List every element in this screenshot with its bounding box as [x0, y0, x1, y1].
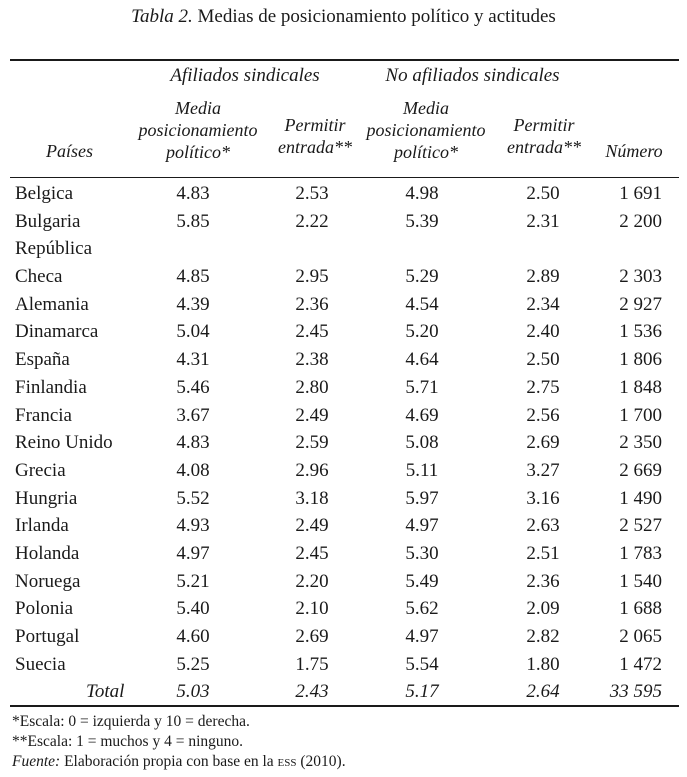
table-row [0, 623, 687, 651]
cell-media-afiliados: 5.85 [176, 210, 210, 232]
column-header-permitir-afiliados [265, 114, 365, 158]
table-row [0, 318, 687, 346]
table-row [0, 512, 687, 540]
cell-numero: 1 472 [619, 653, 662, 675]
cell-permitir-no-afiliados: 3.16 [526, 487, 560, 509]
total-permitir-no-afiliados: 2.64 [526, 681, 560, 702]
cell-permitir-afiliados: 2.59 [295, 432, 329, 454]
cell-media-afiliados: 5.25 [176, 653, 210, 675]
fuente-year: (2010). [296, 753, 346, 770]
cell-permitir-afiliados: 2.53 [295, 183, 329, 204]
cell-media-no-afiliados: 4.54 [405, 293, 439, 315]
table-row [0, 374, 687, 402]
cell-permitir-no-afiliados: 2.09 [526, 598, 560, 620]
cell-media-afiliados: 4.60 [176, 626, 210, 647]
cell-permitir-no-afiliados: 2.69 [526, 432, 560, 454]
fuente-source: ess [277, 753, 297, 770]
group-header-afiliados: Afiliados sindicales [170, 65, 320, 86]
cell-permitir-afiliados: 2.36 [295, 293, 329, 315]
column-header-line: posicionamiento [366, 120, 486, 140]
table-row [0, 429, 687, 457]
cell-country: Alemania [15, 293, 89, 315]
cell-numero: 1 848 [619, 376, 662, 398]
total-media-no-afiliados: 5.17 [405, 681, 439, 702]
table-title [0, 5, 687, 29]
table-row [0, 208, 687, 236]
cell-media-afiliados: 3.67 [176, 404, 210, 426]
table-notes [12, 712, 346, 772]
group-header-no-afiliados: No afiliados sindicales [385, 65, 560, 86]
cell-country: Irlanda [15, 515, 69, 537]
cell-country: Holanda [15, 542, 80, 564]
cell-permitir-afiliados: 2.95 [295, 266, 329, 288]
cell-permitir-afiliados: 1.75 [295, 653, 329, 675]
cell-media-no-afiliados: 4.69 [405, 404, 439, 426]
cell-permitir-afiliados: 2.80 [295, 376, 329, 398]
table-row [0, 291, 687, 319]
total-permitir-afiliados: 2.43 [295, 681, 329, 702]
cell-numero: 2 303 [619, 266, 662, 288]
total-media-afiliados: 5.03 [176, 681, 210, 702]
note-escala-2: **Escala: 1 = muchos y 4 = ninguno. [12, 733, 244, 750]
cell-permitir-no-afiliados: 2.31 [526, 210, 560, 232]
table-title-label: Tabla 2. [131, 6, 193, 27]
cell-permitir-no-afiliados: 2.56 [526, 404, 560, 426]
cell-media-no-afiliados: 5.97 [405, 487, 439, 509]
cell-media-no-afiliados: 5.39 [405, 210, 439, 232]
cell-country: Francia [15, 404, 72, 426]
column-header-line: Media [175, 98, 221, 118]
cell-media-afiliados: 5.52 [176, 487, 210, 509]
cell-media-no-afiliados: 5.20 [405, 321, 439, 343]
table-row [0, 651, 687, 679]
cell-country: Portugal [15, 626, 80, 647]
cell-numero: 2 927 [619, 293, 662, 315]
table-row [0, 402, 687, 430]
column-header-line: entrada** [278, 137, 352, 157]
cell-country: República [15, 238, 93, 260]
table-row [0, 180, 687, 208]
cell-permitir-no-afiliados: 2.89 [526, 266, 560, 288]
cell-country: Polonia [15, 598, 74, 620]
cell-media-no-afiliados: 5.54 [405, 653, 439, 675]
column-header-paises: Países [46, 141, 93, 161]
cell-permitir-afiliados: 3.18 [295, 487, 329, 509]
cell-numero: 1 536 [619, 321, 662, 343]
column-header-line: Permitir [513, 115, 575, 135]
table-row [0, 485, 687, 513]
column-header-line: político* [166, 142, 230, 162]
cell-permitir-afiliados: 2.49 [295, 515, 329, 537]
cell-permitir-no-afiliados: 2.82 [526, 626, 560, 647]
cell-country: Finlandia [15, 376, 87, 398]
cell-media-afiliados: 4.83 [176, 432, 210, 454]
cell-numero: 2 669 [619, 459, 662, 481]
cell-media-no-afiliados: 4.64 [405, 349, 439, 371]
total-row [0, 679, 687, 705]
cell-country: Grecia [15, 459, 66, 481]
total-numero: 33 595 [609, 681, 662, 702]
column-header-permitir-no-afiliados [494, 114, 594, 158]
column-header-line: político* [394, 142, 458, 162]
cell-media-afiliados: 4.93 [176, 515, 210, 537]
cell-numero: 2 350 [619, 432, 662, 454]
fuente-label: Fuente: [12, 753, 61, 770]
cell-permitir-no-afiliados: 2.50 [526, 183, 560, 204]
cell-permitir-no-afiliados: 2.34 [526, 293, 560, 315]
cell-permitir-afiliados: 2.49 [295, 404, 329, 426]
cell-media-afiliados: 4.83 [176, 183, 210, 204]
cell-country: Suecia [15, 653, 66, 675]
cell-media-afiliados: 5.04 [176, 321, 210, 343]
cell-permitir-afiliados: 2.38 [295, 349, 329, 371]
cell-media-afiliados: 5.46 [176, 376, 210, 398]
cell-permitir-afiliados: 2.96 [295, 459, 329, 481]
cell-media-afiliados: 4.39 [176, 293, 210, 315]
cell-numero: 1 806 [619, 349, 662, 371]
cell-permitir-no-afiliados: 2.40 [526, 321, 560, 343]
cell-permitir-no-afiliados: 3.27 [526, 459, 560, 481]
table-row [0, 263, 687, 291]
cell-numero: 1 691 [619, 183, 662, 204]
table-row [0, 595, 687, 623]
cell-permitir-no-afiliados: 2.50 [526, 349, 560, 371]
cell-media-no-afiliados: 5.08 [405, 432, 439, 454]
cell-numero: 1 700 [619, 404, 662, 426]
cell-permitir-afiliados: 2.22 [295, 210, 329, 232]
note-fuente [12, 752, 346, 772]
cell-country: España [15, 349, 70, 371]
cell-media-no-afiliados: 5.30 [405, 542, 439, 564]
cell-media-afiliados: 4.31 [176, 349, 210, 371]
cell-numero: 2 200 [619, 210, 662, 232]
cell-media-afiliados: 5.21 [176, 570, 210, 592]
column-header-line: entrada** [507, 137, 581, 157]
table-body [0, 180, 687, 678]
cell-permitir-afiliados: 2.45 [295, 542, 329, 564]
bottom-rule [10, 705, 679, 707]
cell-numero: 2 527 [619, 515, 662, 537]
cell-country: Noruega [15, 570, 81, 592]
cell-country: Checa [15, 266, 63, 288]
cell-media-no-afiliados: 5.49 [405, 570, 439, 592]
column-header-line: Permitir [284, 115, 346, 135]
note-escala-1: *Escala: 0 = izquierda y 10 = derecha. [12, 713, 250, 730]
cell-media-afiliados: 5.40 [176, 598, 210, 620]
cell-country: Dinamarca [15, 321, 99, 343]
top-rule [10, 59, 679, 61]
cell-numero: 1 490 [619, 487, 662, 509]
column-header-line: posicionamiento [138, 120, 258, 140]
cell-media-no-afiliados: 4.98 [405, 183, 439, 204]
table-row [0, 457, 687, 485]
cell-media-no-afiliados: 4.97 [405, 515, 439, 537]
cell-media-no-afiliados: 4.97 [405, 626, 439, 647]
cell-permitir-afiliados: 2.69 [295, 626, 329, 647]
cell-country: Hungria [15, 487, 78, 509]
cell-country: Bulgaria [15, 210, 81, 232]
cell-permitir-afiliados: 2.45 [295, 321, 329, 343]
cell-media-no-afiliados: 5.62 [405, 598, 439, 620]
header-rule [10, 177, 679, 178]
cell-permitir-no-afiliados: 2.36 [526, 570, 560, 592]
cell-permitir-afiliados: 2.10 [295, 598, 329, 620]
column-header-line: Media [403, 98, 449, 118]
cell-numero: 1 540 [619, 570, 662, 592]
cell-media-no-afiliados: 5.29 [405, 266, 439, 288]
column-header-media-afiliados [130, 97, 266, 163]
cell-permitir-no-afiliados: 1.80 [526, 653, 560, 675]
cell-country: Belgica [15, 183, 74, 204]
cell-permitir-no-afiliados: 2.75 [526, 376, 560, 398]
cell-media-no-afiliados: 5.11 [405, 459, 439, 481]
table-row [0, 235, 687, 263]
table-title-text: Medias de posicionamiento político y actitudes [197, 6, 556, 27]
cell-numero: 2 065 [619, 626, 662, 647]
cell-media-afiliados: 4.85 [176, 266, 210, 288]
cell-numero: 1 783 [619, 542, 662, 564]
cell-numero: 1 688 [619, 598, 662, 620]
cell-permitir-no-afiliados: 2.51 [526, 542, 560, 564]
column-header-media-no-afiliados [358, 97, 494, 163]
cell-country: Reino Unido [15, 432, 113, 454]
column-header-numero: Número [605, 141, 663, 161]
table-row [0, 568, 687, 596]
cell-media-afiliados: 4.08 [176, 459, 210, 481]
table-row [0, 540, 687, 568]
table-row [0, 346, 687, 374]
total-label: Total [86, 681, 125, 702]
cell-media-no-afiliados: 5.71 [405, 376, 439, 398]
fuente-text: Elaboración propia con base en la [60, 753, 278, 770]
cell-media-afiliados: 4.97 [176, 542, 210, 564]
cell-permitir-no-afiliados: 2.63 [526, 515, 560, 537]
cell-permitir-afiliados: 2.20 [295, 570, 329, 592]
